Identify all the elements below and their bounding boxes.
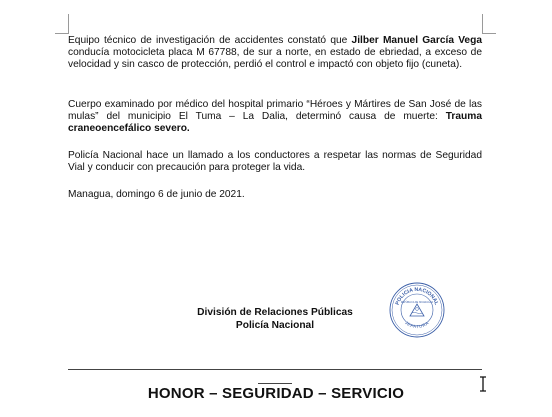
crop-mark-top-left-horizontal [55, 33, 69, 34]
paragraph-accident-text-a: Equipo técnico de investigación de accidentes constató que [68, 35, 352, 46]
paragraph-accident-text-b: conducía motocicleta placa M 67788, de sur a norte, en estado de ebriedad, a exceso de velocidad y sin casco de protección, perdió el control e impactó con objeto fijo (cuneta). [68, 47, 482, 71]
victim-name: Jilber Manuel García Vega [351, 35, 482, 46]
signature-department: División de Relaciones Públicas [197, 307, 353, 318]
paragraph-examination-text: Cuerpo examinado por médico del hospital primario “Héroes y Mártires de San José de las mulas” del municipio El Tuma – La Dalia, determinó causa de muerte: [68, 99, 482, 123]
text-cursor-icon [478, 376, 488, 392]
svg-text:JEFATURA [404, 320, 430, 329]
paragraph-accident [68, 35, 482, 72]
seal-bottom-text: JEFATURA [404, 320, 430, 330]
footer-motto: HONOR – SEGURIDAD – SERVICIO [147, 385, 405, 402]
footer-short-divider [258, 383, 292, 384]
signature-block [160, 306, 390, 332]
paragraph-examination [68, 99, 482, 136]
crop-mark-top-right [482, 14, 483, 34]
footer-divider [68, 369, 482, 370]
seal-inner-text: REPÚBLICA DE NICARAGUA [400, 301, 434, 304]
paragraph-appeal: Policía Nacional hace un llamado a los conductores a respetar las normas de Seguridad Vial y conducir con precaución para proteger la vida. [68, 150, 482, 174]
police-seal-icon [389, 282, 445, 338]
dateline: Managua, domingo 6 de junio de 2021. [68, 189, 245, 200]
crop-mark-top-right-horizontal [482, 33, 496, 34]
seal-top-text: POLICIA NACIONAL [394, 286, 440, 306]
crop-mark-top-left [68, 14, 69, 34]
cause-of-death: Trauma craneoencefálico severo. [68, 111, 482, 135]
signature-institution: Policía Nacional [235, 320, 315, 331]
